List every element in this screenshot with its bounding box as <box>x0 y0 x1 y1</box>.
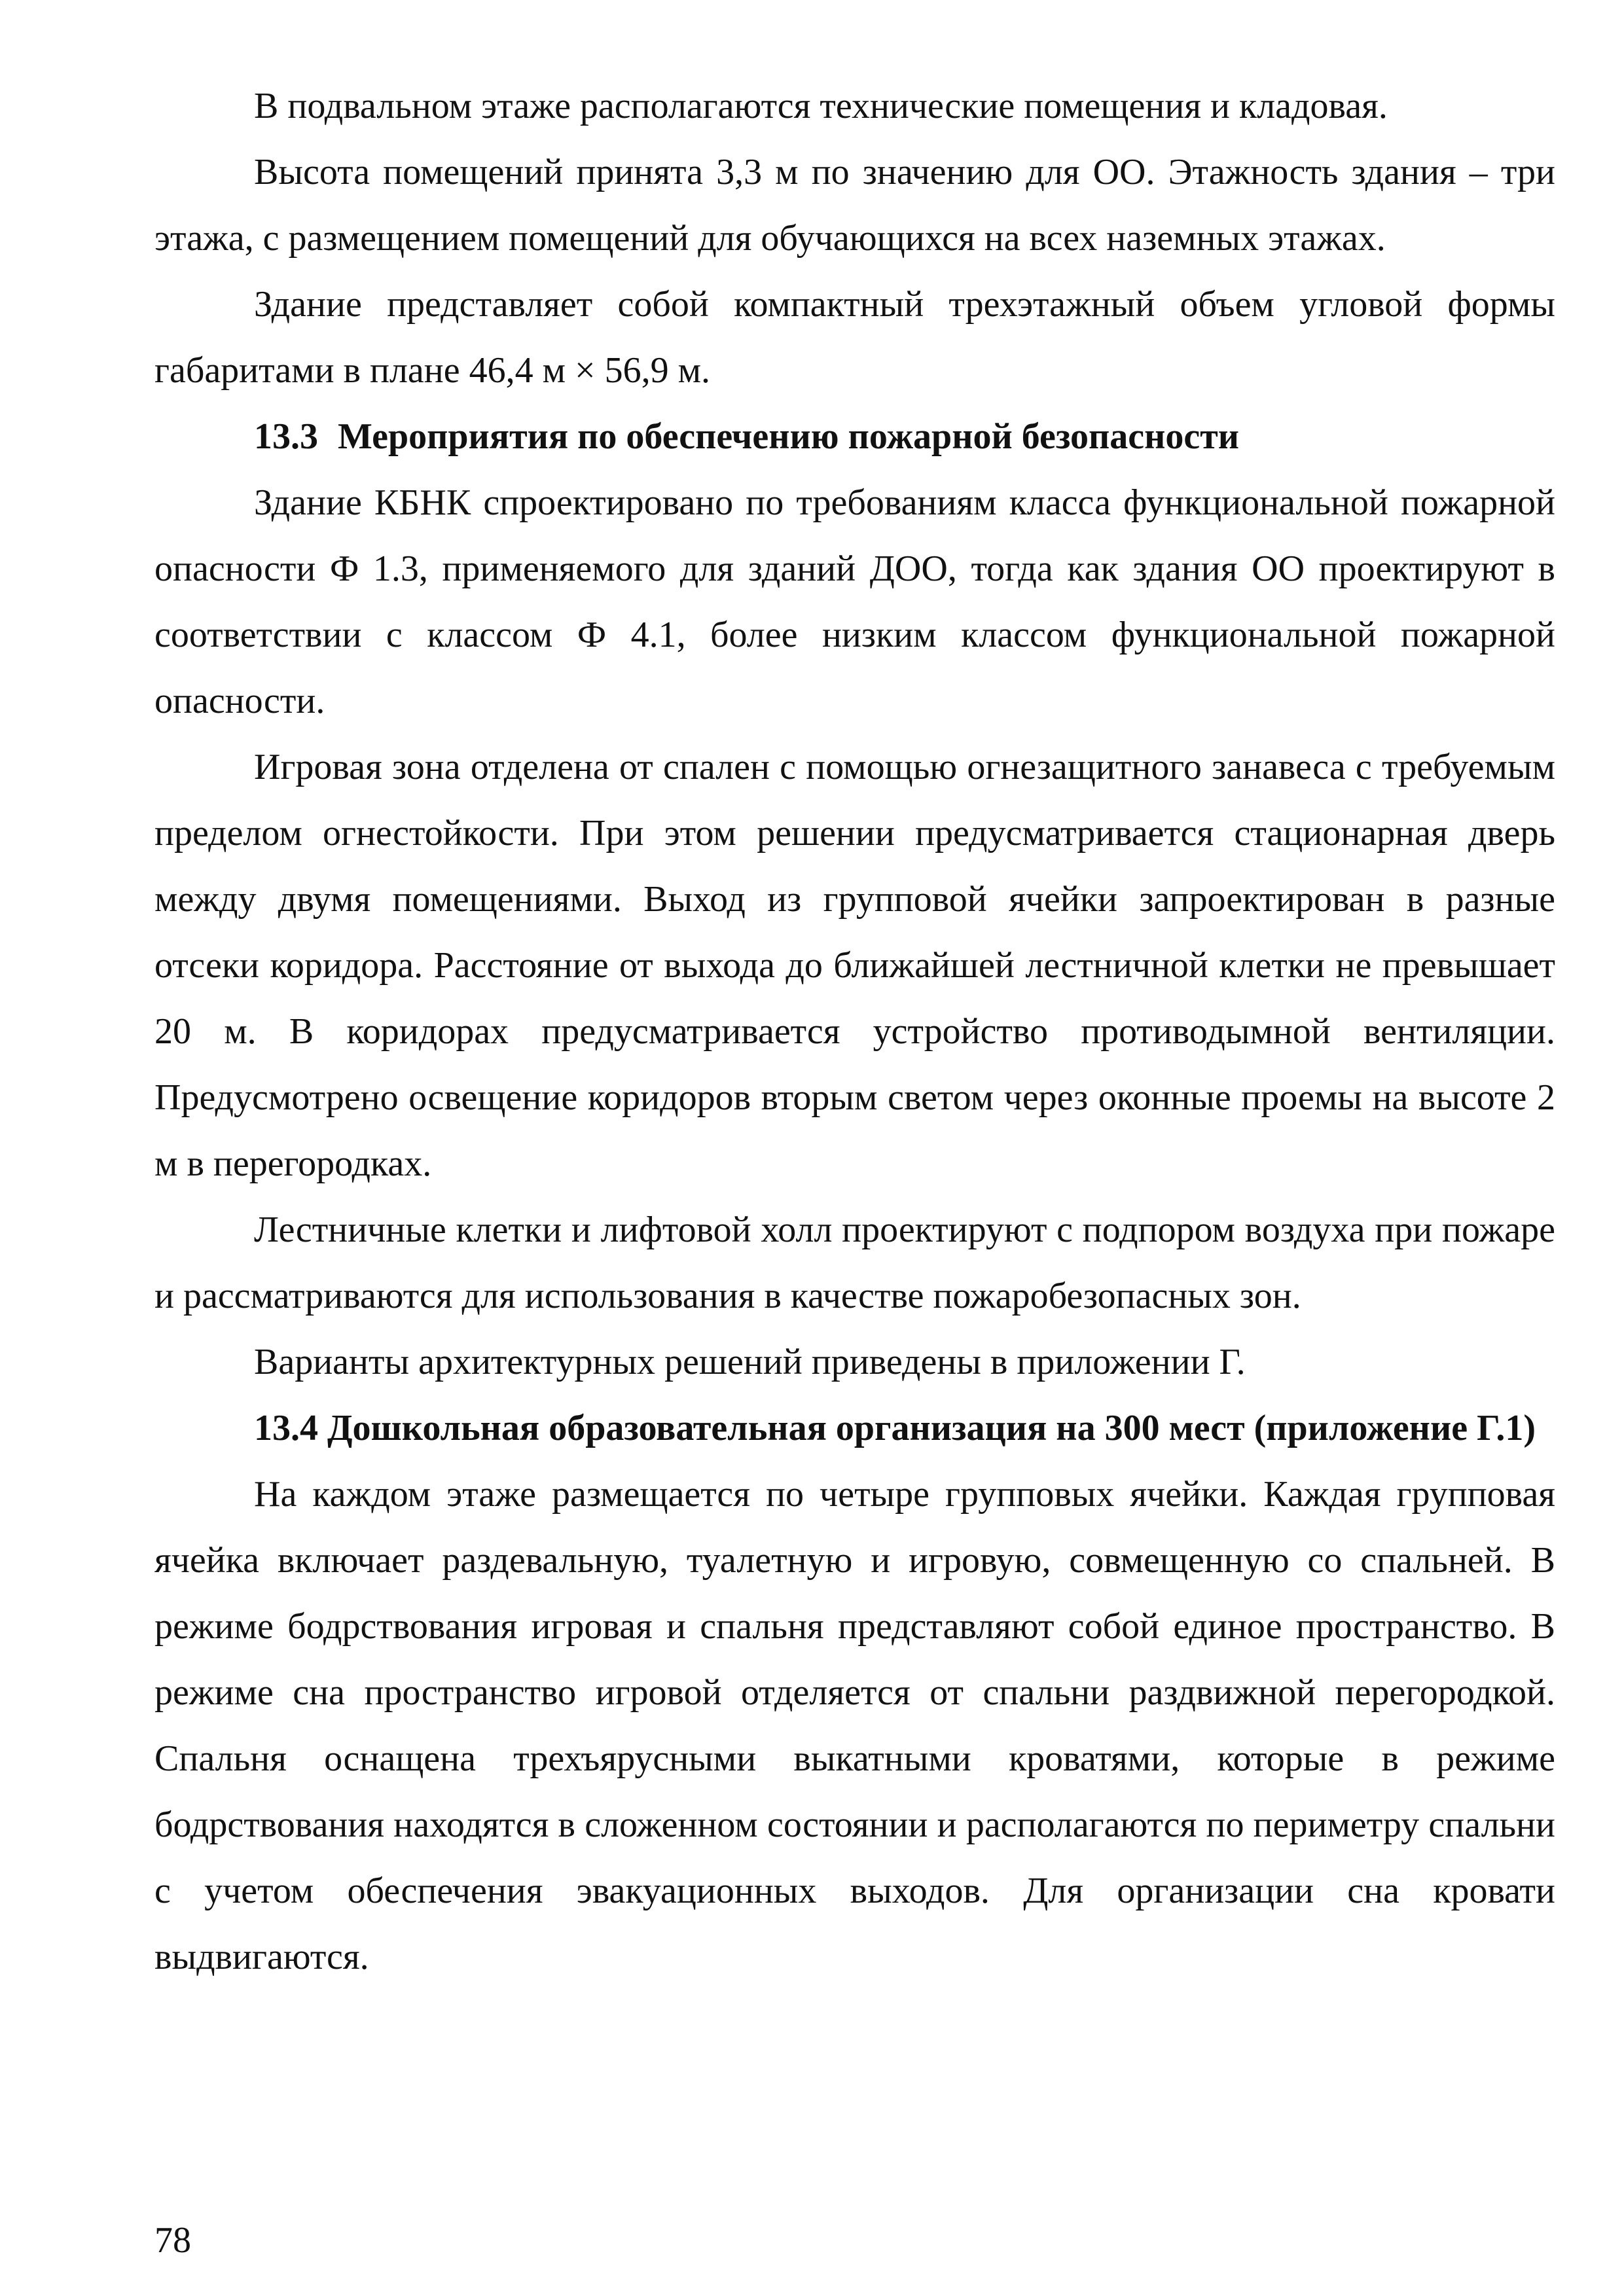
paragraph-basement: В подвальном этаже располагаются технические помещения и кладовая. <box>254 86 1388 126</box>
section-number: 13.3 <box>254 416 318 457</box>
paragraph-fire-class: Здание КБНК спроектировано по требованиям класса функциональной пожарной опасности Ф 1.3, применяемого для зданий ДОО, тогда как здания ОО проектируют в соответствии с классом Ф 4.1, более низким классом функциональной пожарной опасности. <box>154 482 1555 721</box>
page-number: 78 <box>154 2220 191 2261</box>
paragraph-variants: Варианты архитектурных решений приведены в приложении Г. <box>254 1342 1246 1382</box>
paragraph-height: Высота помещений принята 3,3 м по значению для ОО. Этажность здания – три этажа, с размещением помещений для обучающихся на всех наземных этажах. <box>154 152 1555 259</box>
section-heading-13-4: 13.4 Дошкольная образовательная организация на 300 мест (приложение Г.1) <box>254 1408 1536 1448</box>
paragraph-play-zone: Игровая зона отделена от спален с помощью огнезащитного занавеса с требуемым пределом огнестойкости. При этом решении предусматривается стационарная дверь между двумя помещениями. Выход из групповой ячейки запроектирован в разные отсеки коридора. Расстояние от выхода до ближайшей лестничной клетки не превышает 20 м. В коридорах предусматривается устройство противодымной вентиляции. Предусмотрено освещение коридоров вторым светом через оконные проемы на высоте 2 м в перегородках. <box>154 747 1555 1184</box>
paragraph-stairwells: Лестничные клетки и лифтовой холл проектируют с подпором воздуха при пожаре и рассматриваются для использования в качестве пожаробезопасных зон. <box>154 1210 1555 1316</box>
paragraph-group-cells: На каждом этаже размещается по четыре групповых ячейки. Каждая групповая ячейка включает раздевальную, туалетную и игровую, совмещенную со спальней. В режиме бодрствования игровая и спальня представляют собой единое пространство. В режиме сна пространство игровой отделяется от спальни раздвижной перегородкой. Спальня оснащена трехъярусными выкатными кроватями, которые в режиме бодрствования находятся в сложенном состоянии и располагаются по периметру спальни с учетом обеспечения эвакуационных выходов. Для организации сна кровати выдвигаются. <box>154 1474 1555 1977</box>
paragraph-building-volume: Здание представляет собой компактный трехэтажный объем угловой формы габаритами в плане 46,4 м × 56,9 м. <box>154 284 1555 391</box>
section-heading-13-3 <box>154 404 1555 470</box>
section-title: Мероприятия по обеспечению пожарной безопасности <box>338 416 1240 457</box>
page-content <box>154 73 1555 1990</box>
